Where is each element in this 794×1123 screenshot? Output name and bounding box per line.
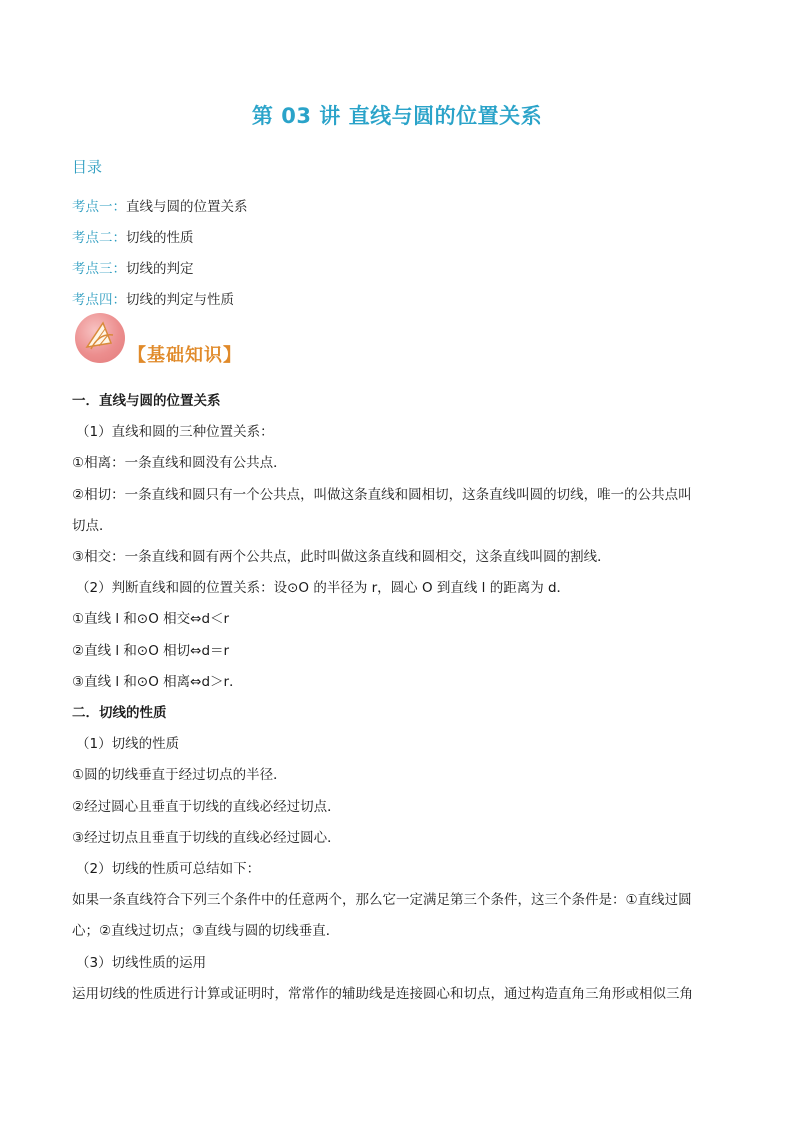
toc-item-text: 切线的判定与性质 <box>126 292 234 308</box>
paragraph: ③相交：一条直线和圆有两个公共点，此时叫做这条直线和圆相交，这条直线叫圆的割线． <box>72 549 611 566</box>
protractor-icon <box>75 313 125 363</box>
table-of-contents <box>72 192 248 316</box>
toc-item-text: 直线与圆的位置关系 <box>126 199 248 215</box>
toc-item-key: 考点四： <box>72 292 126 308</box>
paragraph: （3）切线性质的运用 <box>76 954 207 971</box>
paragraph: 心；②直线过切点；③直线与圆的切线垂直． <box>72 923 340 940</box>
paragraph: 运用切线的性质进行计算或证明时，常常作的辅助线是连接圆心和切点，通过构造直角三角形或相似三角 <box>72 985 693 1002</box>
toc-heading: 目录 <box>72 158 103 176</box>
toc-item-key: 考点一： <box>72 199 126 215</box>
paragraph: （1）切线的性质 <box>76 736 180 753</box>
paragraph: ①圆的切线垂直于经过切点的半径． <box>72 767 287 784</box>
paragraph: （2）切线的性质可总结如下： <box>76 861 261 878</box>
paragraph: ③经过切点且垂直于切线的直线必经过圆心． <box>72 829 341 846</box>
page-title: 第 03 讲 直线与圆的位置关系 <box>251 104 543 128</box>
toc-item-key: 考点二： <box>72 230 126 246</box>
toc-item[interactable] <box>72 192 248 223</box>
paragraph: ①相离：一条直线和圆没有公共点． <box>72 455 287 472</box>
section-tag-basics: 【基础知识】 <box>128 345 242 366</box>
paragraph: ②相切：一条直线和圆只有一个公共点，叫做这条直线和圆相切，这条直线叫圆的切线，唯一的公共点叫 <box>72 486 692 503</box>
paragraph: （2）判断直线和圆的位置关系：设⊙O 的半径为 r，圆心 O 到直线 l 的距离为 d． <box>76 580 571 597</box>
paragraph: 切点． <box>72 517 113 534</box>
paragraph: ②经过圆心且垂直于切线的直线必经过切点． <box>72 798 341 815</box>
paragraph: （1）直线和圆的三种位置关系： <box>76 424 274 441</box>
paragraph: ①直线 l 和⊙O 相交⇔d＜r <box>72 611 230 628</box>
paragraph: ②直线 l 和⊙O 相切⇔d＝r <box>72 642 230 659</box>
section-heading: 一．直线与圆的位置关系 <box>72 393 221 409</box>
toc-item-key: 考点三： <box>72 261 126 277</box>
paragraph: 如果一条直线符合下列三个条件中的任意两个，那么它一定满足第三个条件，这三个条件是：①直线过圆 <box>72 892 692 909</box>
toc-item[interactable] <box>72 254 248 285</box>
section-heading: 二．切线的性质 <box>72 705 167 722</box>
content-body <box>72 386 732 1010</box>
toc-item[interactable] <box>72 285 248 316</box>
toc-item-text: 切线的性质 <box>126 230 194 246</box>
paragraph: ③直线 l 和⊙O 相离⇔d＞r． <box>72 673 243 690</box>
toc-item-text: 切线的判定 <box>126 261 194 277</box>
toc-item[interactable] <box>72 223 248 254</box>
